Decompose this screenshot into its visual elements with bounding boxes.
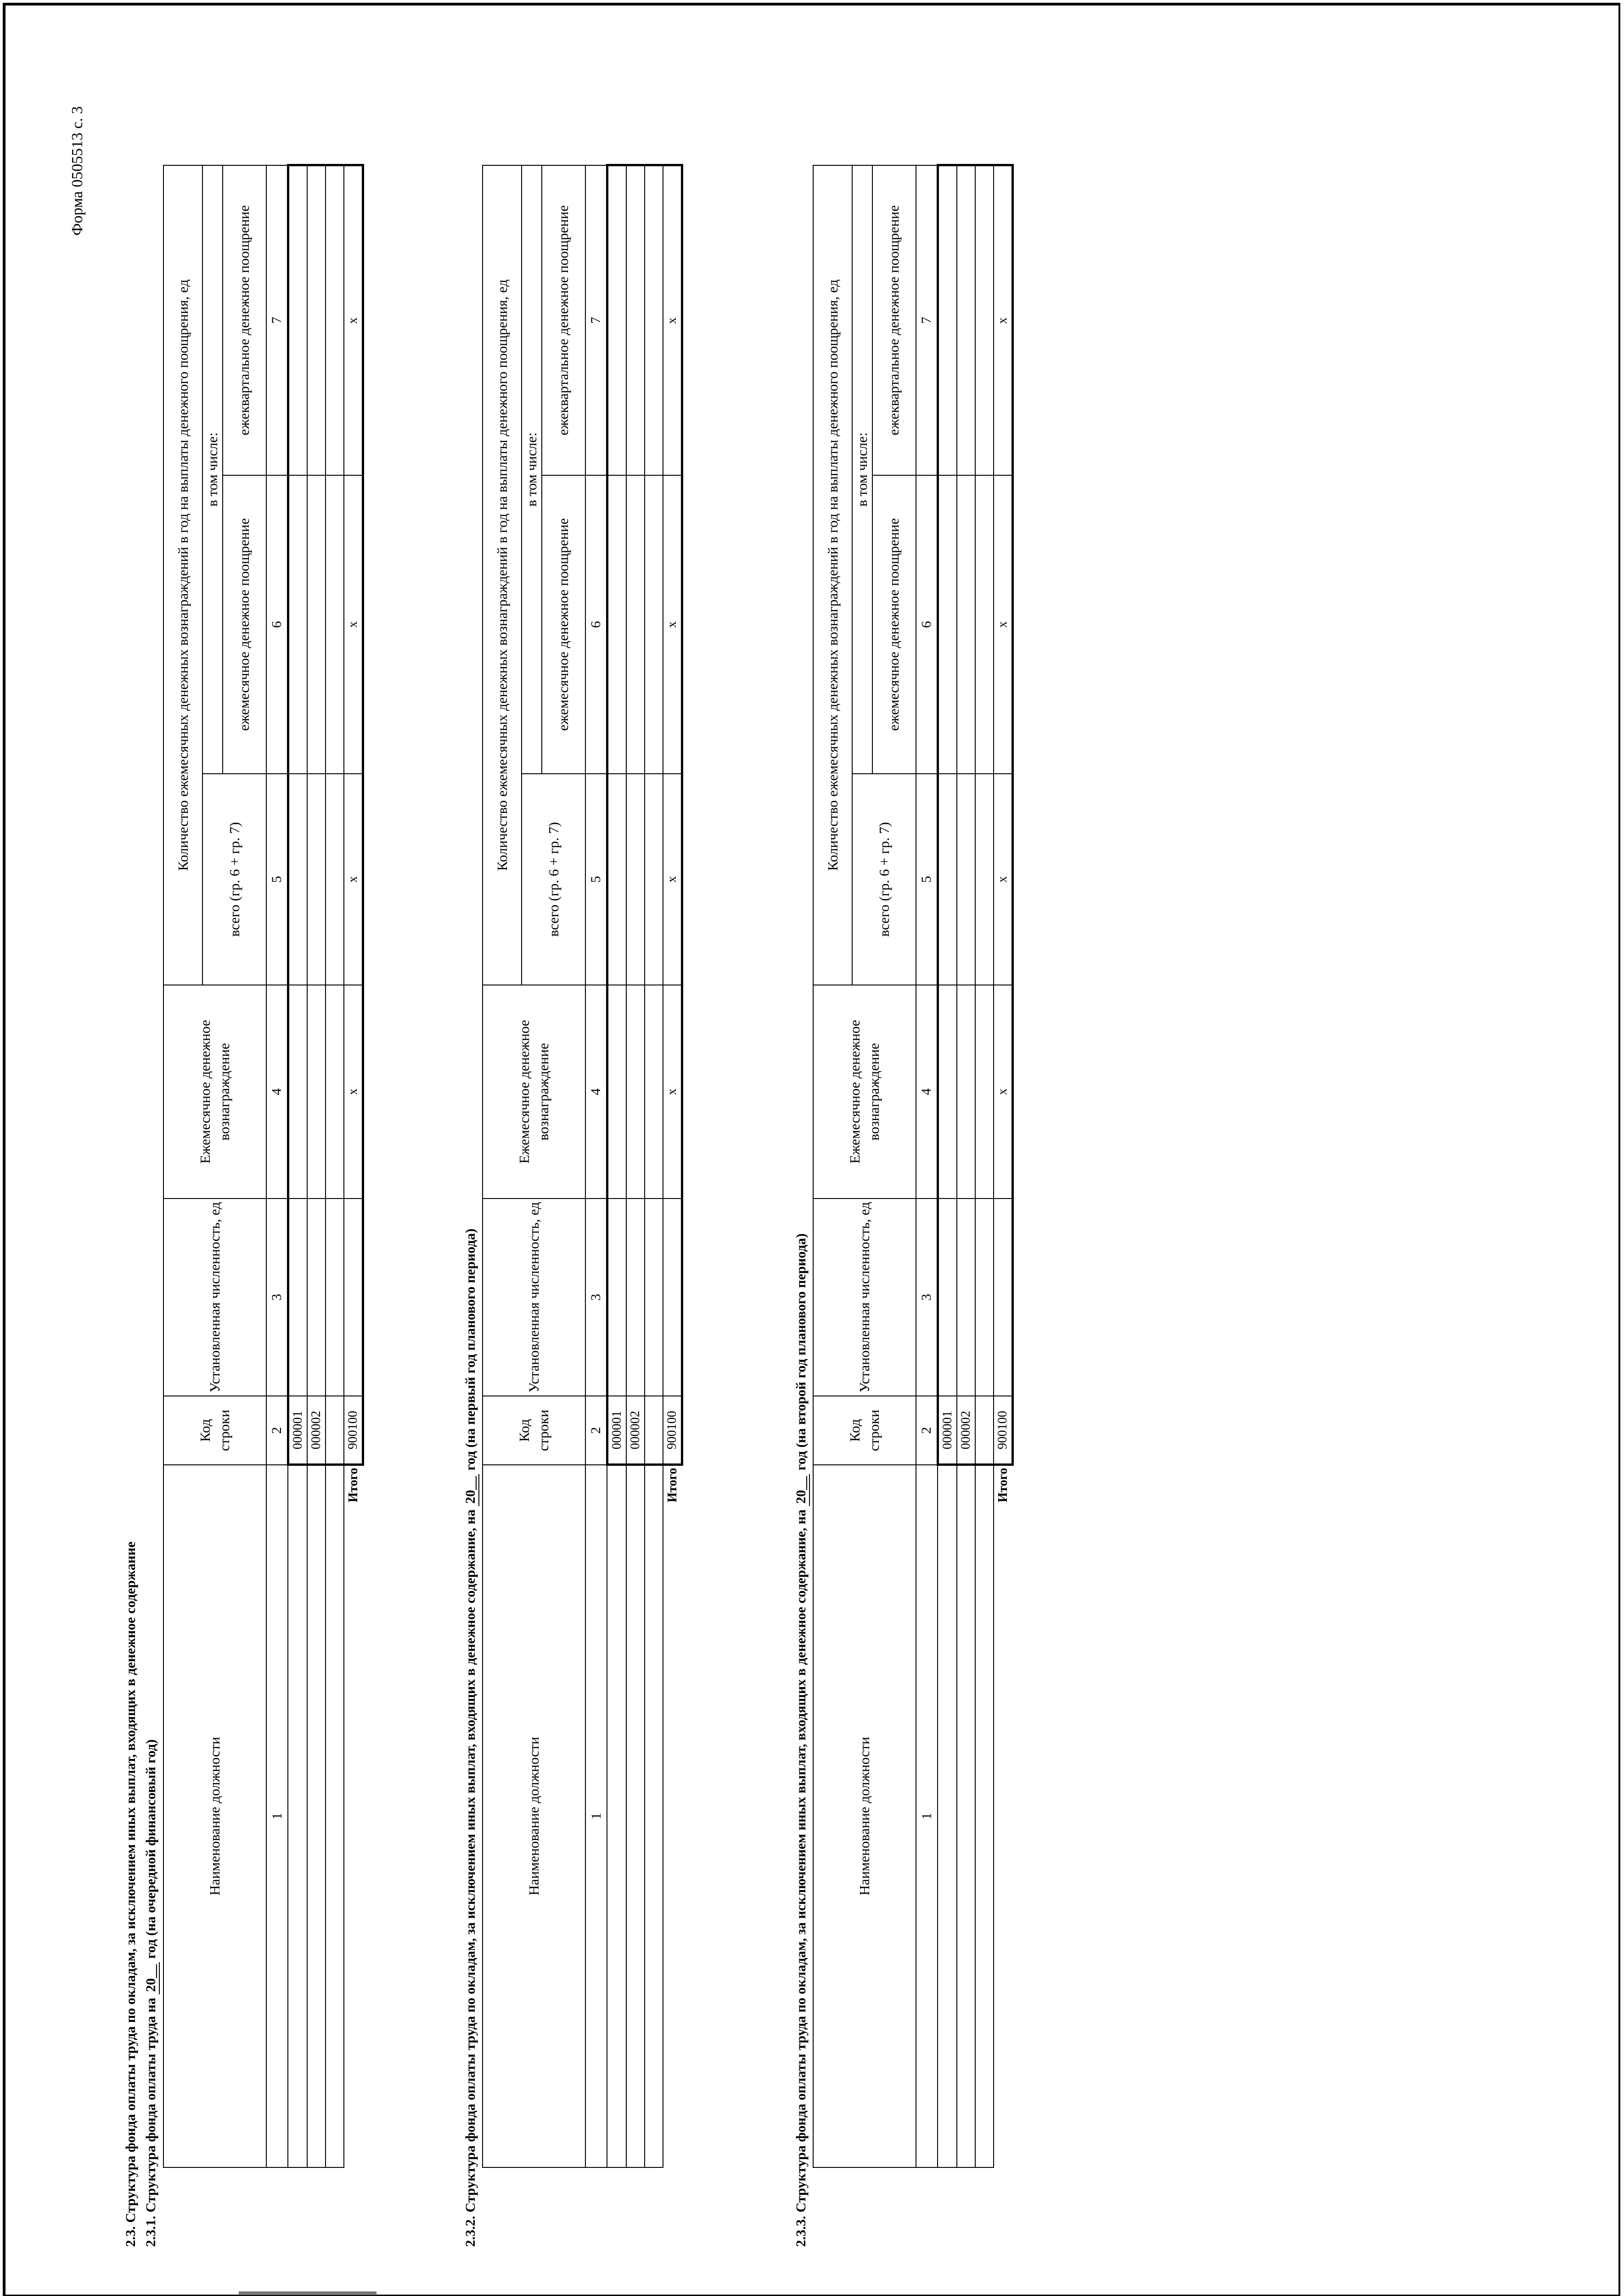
form-number: Форма 0505513 с. 3 — [69, 106, 86, 236]
position-name-cell[interactable] — [326, 1465, 344, 2167]
header-position-name: Наименование должности — [813, 1465, 916, 2167]
salary-structure-table — [813, 164, 1014, 2168]
position-name-cell[interactable] — [645, 1465, 663, 2167]
total-cell[interactable] — [626, 774, 645, 985]
staff-count-cell[interactable] — [938, 1199, 957, 1396]
col-num: 7 — [585, 165, 607, 475]
quarterly-bonus-cell[interactable] — [975, 165, 994, 475]
total-quarterly-bonus-cell: x — [994, 165, 1013, 475]
quarterly-bonus-cell[interactable] — [607, 165, 626, 475]
total-row — [663, 165, 682, 2167]
salary-structure-table — [163, 164, 364, 2168]
header-total: всего (гр. 6 + гр. 7) — [522, 774, 585, 985]
total-row — [994, 165, 1013, 2167]
monthly-reward-cell[interactable] — [626, 985, 645, 1199]
header-including: в том числе: — [202, 165, 223, 774]
monthly-reward-cell[interactable] — [957, 985, 975, 1199]
position-name-cell[interactable] — [957, 1465, 975, 2167]
header-monthly-bonus: ежемесячное денежное поощрение — [872, 475, 916, 774]
total-monthly-reward-cell: x — [663, 985, 682, 1199]
monthly-reward-cell[interactable] — [288, 985, 307, 1199]
col-num: 1 — [916, 1465, 938, 2167]
monthly-bonus-cell[interactable] — [938, 475, 957, 774]
monthly-reward-cell[interactable] — [938, 985, 957, 1199]
position-name-cell[interactable] — [626, 1465, 645, 2167]
table-title: 2.3.1. Структура фонда оплаты труда на 20__ год (на очередной финансовый год) — [143, 1739, 160, 2247]
position-name-cell[interactable] — [938, 1465, 957, 2167]
header-including: в том числе: — [852, 165, 872, 774]
total-monthly-reward-cell: x — [994, 985, 1013, 1199]
total-cell[interactable] — [957, 774, 975, 985]
header-quarterly-bonus: ежеквартальное денежное поощрение — [872, 165, 916, 475]
total-quarterly-bonus-cell: x — [663, 165, 682, 475]
header-including: в том числе: — [522, 165, 542, 774]
monthly-bonus-cell[interactable] — [307, 475, 326, 774]
col-num: 2 — [266, 1396, 288, 1465]
quarterly-bonus-cell[interactable] — [626, 165, 645, 475]
year-field[interactable]: 20__ — [793, 1474, 810, 1506]
total-monthly-bonus-cell: x — [663, 475, 682, 774]
col-num: 6 — [916, 475, 938, 774]
total-cell[interactable] — [938, 774, 957, 985]
row-code-cell — [975, 1396, 994, 1465]
total-label: Итого — [665, 1468, 680, 1503]
row-code-cell — [645, 1396, 663, 1465]
header-staff-count: Установленная численность, ед — [483, 1199, 585, 1396]
header-quarterly-bonus: ежеквартальное денежное поощрение — [542, 165, 585, 475]
monthly-reward-cell[interactable] — [645, 985, 663, 1199]
staff-count-cell[interactable] — [326, 1199, 344, 1396]
total-cell[interactable] — [975, 774, 994, 985]
total-code-cell: 900100 — [344, 1396, 363, 1465]
staff-count-cell[interactable] — [626, 1199, 645, 1396]
position-name-cell[interactable] — [288, 1465, 307, 2167]
header-position-name: Наименование должности — [483, 1465, 585, 2167]
header-row-code: Код строки — [163, 1396, 266, 1465]
total-row — [344, 165, 363, 2167]
monthly-bonus-cell[interactable] — [975, 475, 994, 774]
quarterly-bonus-cell[interactable] — [326, 165, 344, 475]
col-num: 1 — [585, 1465, 607, 2167]
total-cell[interactable] — [645, 774, 663, 985]
col-num: 4 — [266, 985, 288, 1199]
header-monthly-reward: Ежемесячное денежное вознаграждение — [483, 985, 585, 1199]
total-cell[interactable] — [307, 774, 326, 985]
table-row — [645, 165, 663, 2167]
row-code-cell: 000002 — [307, 1396, 326, 1465]
quarterly-bonus-cell[interactable] — [288, 165, 307, 475]
salary-structure-table — [482, 164, 683, 2168]
monthly-bonus-cell[interactable] — [957, 475, 975, 774]
monthly-bonus-cell[interactable] — [326, 475, 344, 774]
total-monthly-bonus-cell: x — [344, 475, 363, 774]
row-code-cell: 000001 — [938, 1396, 957, 1465]
header-count-group: Количество ежемесячных денежных вознаграждений в год на выплаты денежного поощрения, ед — [163, 165, 202, 985]
col-num: 6 — [585, 475, 607, 774]
header-row-code: Код строки — [813, 1396, 916, 1465]
total-code-cell: 900100 — [994, 1396, 1013, 1465]
position-name-cell[interactable] — [307, 1465, 326, 2167]
monthly-bonus-cell[interactable] — [645, 475, 663, 774]
staff-count-cell[interactable] — [307, 1199, 326, 1396]
header-total: всего (гр. 6 + гр. 7) — [202, 774, 266, 985]
total-cell[interactable] — [288, 774, 307, 985]
table-row — [938, 165, 957, 2167]
header-monthly-bonus: ежемесячное денежное поощрение — [223, 475, 266, 774]
col-num: 5 — [916, 774, 938, 985]
monthly-reward-cell[interactable] — [326, 985, 344, 1199]
table-row — [626, 165, 645, 2167]
row-code-cell: 000001 — [607, 1396, 626, 1465]
table-row — [607, 165, 626, 2167]
section-title: 2.3. Структура фонда оплаты труда по окладам, за исключением иных выплат, входящих в денежное содержание — [123, 1541, 138, 2247]
monthly-reward-cell[interactable] — [307, 985, 326, 1199]
staff-count-cell[interactable] — [607, 1199, 626, 1396]
table-row — [288, 165, 307, 2167]
col-num: 5 — [266, 774, 288, 985]
total-cell[interactable] — [607, 774, 626, 985]
col-num: 4 — [585, 985, 607, 1199]
total-monthly-reward-cell: x — [344, 985, 363, 1199]
header-monthly-reward: Ежемесячное денежное вознаграждение — [813, 985, 916, 1199]
total-monthly-bonus-cell: x — [994, 475, 1013, 774]
staff-count-cell[interactable] — [975, 1199, 994, 1396]
col-num: 1 — [266, 1465, 288, 2167]
total-total-cell: x — [663, 774, 682, 985]
table-row — [975, 165, 994, 2167]
year-field[interactable]: 20__ — [143, 1962, 160, 1994]
row-code-cell: 000002 — [626, 1396, 645, 1465]
header-total: всего (гр. 6 + гр. 7) — [852, 774, 916, 985]
total-code-cell: 900100 — [663, 1396, 682, 1465]
header-count-group: Количество ежемесячных денежных вознаграждений в год на выплаты денежного поощрения, ед — [813, 165, 852, 985]
header-staff-count: Установленная численность, ед — [163, 1199, 266, 1396]
total-total-cell: x — [994, 774, 1013, 985]
col-num: 3 — [266, 1199, 288, 1396]
monthly-reward-cell[interactable] — [607, 985, 626, 1199]
quarterly-bonus-cell[interactable] — [957, 165, 975, 475]
total-staff-count-cell[interactable] — [663, 1199, 682, 1396]
row-code-cell: 000001 — [288, 1396, 307, 1465]
quarterly-bonus-cell[interactable] — [307, 165, 326, 475]
position-name-cell[interactable] — [607, 1465, 626, 2167]
col-num: 3 — [585, 1199, 607, 1396]
header-monthly-reward: Ежемесячное денежное вознаграждение — [163, 985, 266, 1199]
col-num: 2 — [916, 1396, 938, 1465]
monthly-bonus-cell[interactable] — [288, 475, 307, 774]
total-cell[interactable] — [326, 774, 344, 985]
header-position-name: Наименование должности — [163, 1465, 266, 2167]
monthly-bonus-cell[interactable] — [626, 475, 645, 774]
monthly-bonus-cell[interactable] — [607, 475, 626, 774]
year-field[interactable]: 20__ — [463, 1474, 479, 1506]
col-num: 4 — [916, 985, 938, 1199]
col-num: 3 — [916, 1199, 938, 1396]
staff-count-cell[interactable] — [645, 1199, 663, 1396]
total-staff-count-cell[interactable] — [344, 1199, 363, 1396]
header-row-code: Код строки — [483, 1396, 585, 1465]
col-num: 7 — [916, 165, 938, 475]
col-num: 2 — [585, 1396, 607, 1465]
row-code-cell: 000002 — [957, 1396, 975, 1465]
staff-count-cell[interactable] — [957, 1199, 975, 1396]
total-label: Итого — [996, 1468, 1011, 1503]
total-quarterly-bonus-cell: x — [344, 165, 363, 475]
position-name-cell[interactable] — [975, 1465, 994, 2167]
col-num: 7 — [266, 165, 288, 475]
table-title: 2.3.3. Структура фонда оплаты труда по окладам, за исключением иных выплат, входящих в денежное содержание, на 20__ год (на второй год планового периода) — [793, 1233, 810, 2247]
table-row — [326, 165, 344, 2167]
table-row — [307, 165, 326, 2167]
table-row — [957, 165, 975, 2167]
header-quarterly-bonus: ежеквартальное денежное поощрение — [223, 165, 266, 475]
monthly-reward-cell[interactable] — [975, 985, 994, 1199]
col-num: 6 — [266, 475, 288, 774]
staff-count-cell[interactable] — [288, 1199, 307, 1396]
table-title: 2.3.2. Структура фонда оплаты труда по окладам, за исключением иных выплат, входящих в денежное содержание, на 20__ год (на первый год планового периода) — [463, 1228, 479, 2247]
quarterly-bonus-cell[interactable] — [645, 165, 663, 475]
quarterly-bonus-cell[interactable] — [938, 165, 957, 475]
total-total-cell: x — [344, 774, 363, 985]
header-monthly-bonus: ежемесячное денежное поощрение — [542, 475, 585, 774]
row-code-cell — [326, 1396, 344, 1465]
total-staff-count-cell[interactable] — [994, 1199, 1013, 1396]
header-count-group: Количество ежемесячных денежных вознаграждений в год на выплаты денежного поощрения, ед — [483, 165, 522, 985]
header-staff-count: Установленная численность, ед — [813, 1199, 916, 1396]
total-label: Итого — [346, 1468, 361, 1503]
col-num: 5 — [585, 774, 607, 985]
